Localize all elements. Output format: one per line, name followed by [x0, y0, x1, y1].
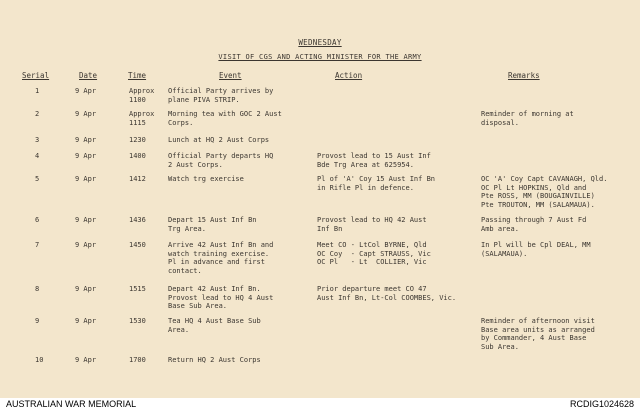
- column-header-date: Date: [79, 71, 98, 80]
- cell-time: Approx 1115: [129, 110, 155, 127]
- cell-action: Provost lead to HQ 42 Aust Inf Bn: [317, 216, 427, 233]
- cell-serial: 4: [35, 152, 40, 160]
- cell-serial: 10: [35, 356, 44, 364]
- cell-event: Official Party arrives by plane PIVA STRIP.: [168, 87, 274, 104]
- footer-institution: AUSTRALIAN WAR MEMORIAL: [6, 399, 137, 409]
- document-day-heading: WEDNESDAY: [298, 38, 342, 47]
- cell-event: Morning tea with GOC 2 Aust Corps.: [168, 110, 282, 127]
- cell-action: Prior departure meet CO 47 Aust Inf Bn, Lt-Col COOMBES, Vic.: [317, 285, 457, 302]
- cell-date: 9 Apr: [75, 136, 97, 144]
- cell-date: 9 Apr: [75, 317, 97, 325]
- cell-time: 1436: [129, 216, 146, 224]
- cell-time: 1450: [129, 241, 146, 249]
- cell-action: Provost lead to 15 Aust Inf Bde Trg Area at 625954.: [317, 152, 431, 169]
- cell-time: Approx 1100: [129, 87, 155, 104]
- cell-serial: 3: [35, 136, 40, 144]
- cell-serial: 5: [35, 175, 40, 183]
- cell-time: 1412: [129, 175, 146, 183]
- cell-time: 1700: [129, 356, 146, 364]
- cell-action: Meet CO - LtCol BYRNE, Qld OC Coy - Capt STRAUSS, Vic OC Pl - Lt COLLIER, Vic: [317, 241, 431, 266]
- cell-event: Lunch at HQ 2 Aust Corps: [168, 136, 270, 144]
- cell-remarks: OC 'A' Coy Capt CAVANAGH, Qld. OC Pl Lt HOPKINS, Qld and Pte ROSS, MM (BOUGAINVILLE) Pte TROUTON, MM (SALAMAUA).: [481, 175, 608, 209]
- document-title: VISIT OF CGS AND ACTING MINISTER FOR THE ARMY: [218, 53, 422, 61]
- cell-remarks: Reminder of afternoon visit Base area units as arranged by Commander, 4 Aust Base Sub Area.: [481, 317, 595, 351]
- cell-serial: 9: [35, 317, 40, 325]
- cell-date: 9 Apr: [75, 152, 97, 160]
- cell-event: Watch trg exercise: [168, 175, 244, 183]
- column-header-event: Event: [219, 71, 242, 80]
- cell-date: 9 Apr: [75, 87, 97, 95]
- cell-date: 9 Apr: [75, 356, 97, 364]
- column-header-action: Action: [335, 71, 363, 80]
- cell-date: 9 Apr: [75, 175, 97, 183]
- column-header-remarks: Remarks: [508, 71, 540, 80]
- cell-date: 9 Apr: [75, 216, 97, 224]
- archive-footer: [0, 398, 640, 412]
- cell-event: Tea HQ 4 Aust Base Sub Area.: [168, 317, 261, 334]
- cell-serial: 6: [35, 216, 40, 224]
- cell-date: 9 Apr: [75, 110, 97, 118]
- cell-time: 1530: [129, 317, 146, 325]
- cell-time: 1400: [129, 152, 146, 160]
- cell-serial: 7: [35, 241, 40, 249]
- column-header-time: Time: [128, 71, 147, 80]
- column-header-serial: Serial: [22, 71, 50, 80]
- cell-event: Return HQ 2 Aust Corps: [168, 356, 261, 364]
- cell-time: 1515: [129, 285, 146, 293]
- cell-event: Arrive 42 Aust Inf Bn and watch training exercise. Pl in advance and first contact.: [168, 241, 274, 275]
- cell-serial: 8: [35, 285, 40, 293]
- footer-record-id: RCDIG1024628: [569, 399, 634, 409]
- cell-date: 9 Apr: [75, 241, 97, 249]
- cell-remarks: Passing through 7 Aust Fd Amb area.: [481, 216, 587, 233]
- cell-event: Depart 42 Aust Inf Bn. Provost lead to HQ 4 Aust Base Sub Area.: [168, 285, 274, 310]
- cell-date: 9 Apr: [75, 285, 97, 293]
- cell-remarks: Reminder of morning at disposal.: [481, 110, 574, 127]
- cell-action: Pl of 'A' Coy 15 Aust Inf Bn in Rifle Pl in defence.: [317, 175, 436, 192]
- cell-event: Official Party departs HQ 2 Aust Corps.: [168, 152, 274, 169]
- cell-serial: 2: [35, 110, 40, 118]
- cell-serial: 1: [35, 87, 40, 95]
- cell-time: 1230: [129, 136, 146, 144]
- cell-remarks: In Pl will be Cpl DEAL, MM (SALAMAUA).: [481, 241, 591, 258]
- cell-event: Depart 15 Aust Inf Bn Trg Area.: [168, 216, 257, 233]
